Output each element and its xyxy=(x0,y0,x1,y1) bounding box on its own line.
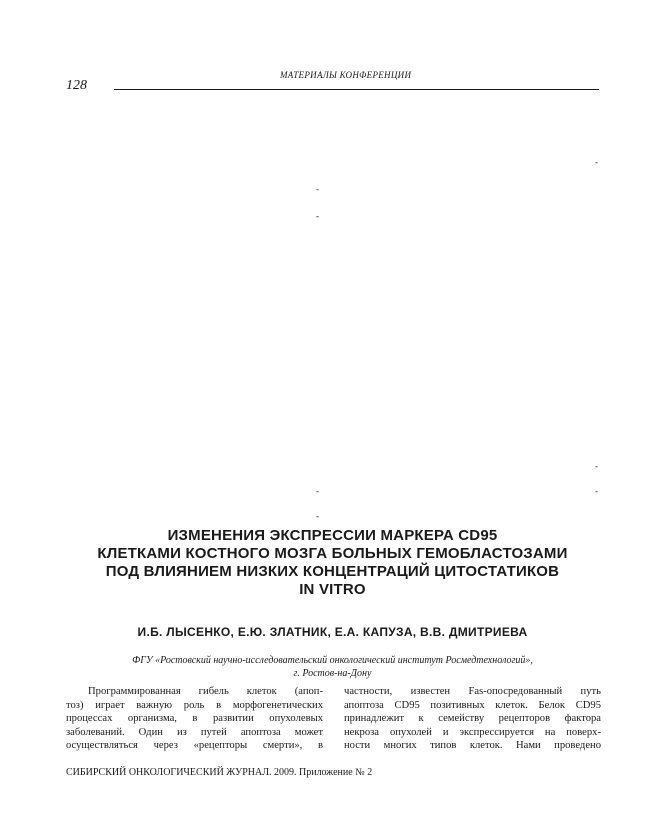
article-title-line-3: ПОД ВЛИЯНИЕМ НИЗКИХ КОНЦЕНТРАЦИЙ ЦИТОСТАТИКОВ xyxy=(105,563,560,580)
body-right-column xyxy=(344,685,601,753)
body-text-line: осуществляться через «рецепторы смерти», в xyxy=(66,740,323,752)
journal-footer: СИБИРСКИЙ ОНКОЛОГИЧЕСКИЙ ЖУРНАЛ. 2009. Приложение № 2 xyxy=(66,767,373,778)
article-title-line-1: ИЗМЕНЕНИЯ ЭКСПРЕССИИ МАРКЕРА CD95 xyxy=(167,527,498,544)
body-text-line: частности, известен Fas-опосредованный путь xyxy=(344,686,601,697)
page-number: 128 xyxy=(66,78,87,93)
article-title-line-2: КЛЕТКАМИ КОСТНОГО МОЗГА БОЛЬНЫХ ГЕМОБЛАСТОЗАМИ xyxy=(97,545,568,562)
body-text-line: тоз) играет важную роль в морфогенетических xyxy=(66,699,323,711)
body-text-line: некроза опухолей и экспрессируется на поверх- xyxy=(344,726,601,738)
article-title xyxy=(66,527,599,599)
affiliation-line-1: ФГУ «Ростовский научно-исследовательский онкологический институт Росмедтехнологий», xyxy=(132,655,533,666)
stray-dash-5: - xyxy=(316,486,319,496)
stray-dash-3: - xyxy=(316,211,319,221)
body-text-line: принадлежит к семейству рецепторов фактора xyxy=(344,713,601,725)
article-affiliation xyxy=(66,654,599,680)
stray-dash-7: - xyxy=(316,511,319,521)
stray-dash-6: - xyxy=(595,486,598,496)
body-left-column xyxy=(66,685,323,753)
article-title-line-4: IN VITRO xyxy=(299,581,366,598)
article-authors: И.Б. ЛЫСЕНКО, Е.Ю. ЗЛАТНИК, Е.А. КАПУЗА, В.В. ДМИТРИЕВА xyxy=(137,625,528,639)
body-text-line: процессах организма, в развитии опухолевых xyxy=(66,713,323,725)
header-rule xyxy=(114,89,599,90)
body-text-line: заболеваний. Один из путей апоптоза может xyxy=(66,726,323,738)
body-text-line: ности многих типов клеток. Нами проведено xyxy=(344,740,601,752)
affiliation-line-2: г. Ростов-на-Дону xyxy=(293,668,372,679)
body-text-line: апоптоза CD95 позитивных клеток. Белок CD95 xyxy=(344,699,601,711)
running-header-title: МАТЕРИАЛЫ КОНФЕРЕНЦИИ xyxy=(280,70,412,80)
stray-dash-2: - xyxy=(316,184,319,194)
stray-dash-4: - xyxy=(595,461,598,471)
stray-dash-1: - xyxy=(595,157,598,167)
body-text-line: Программированная гибель клеток (апоп- xyxy=(88,686,323,697)
